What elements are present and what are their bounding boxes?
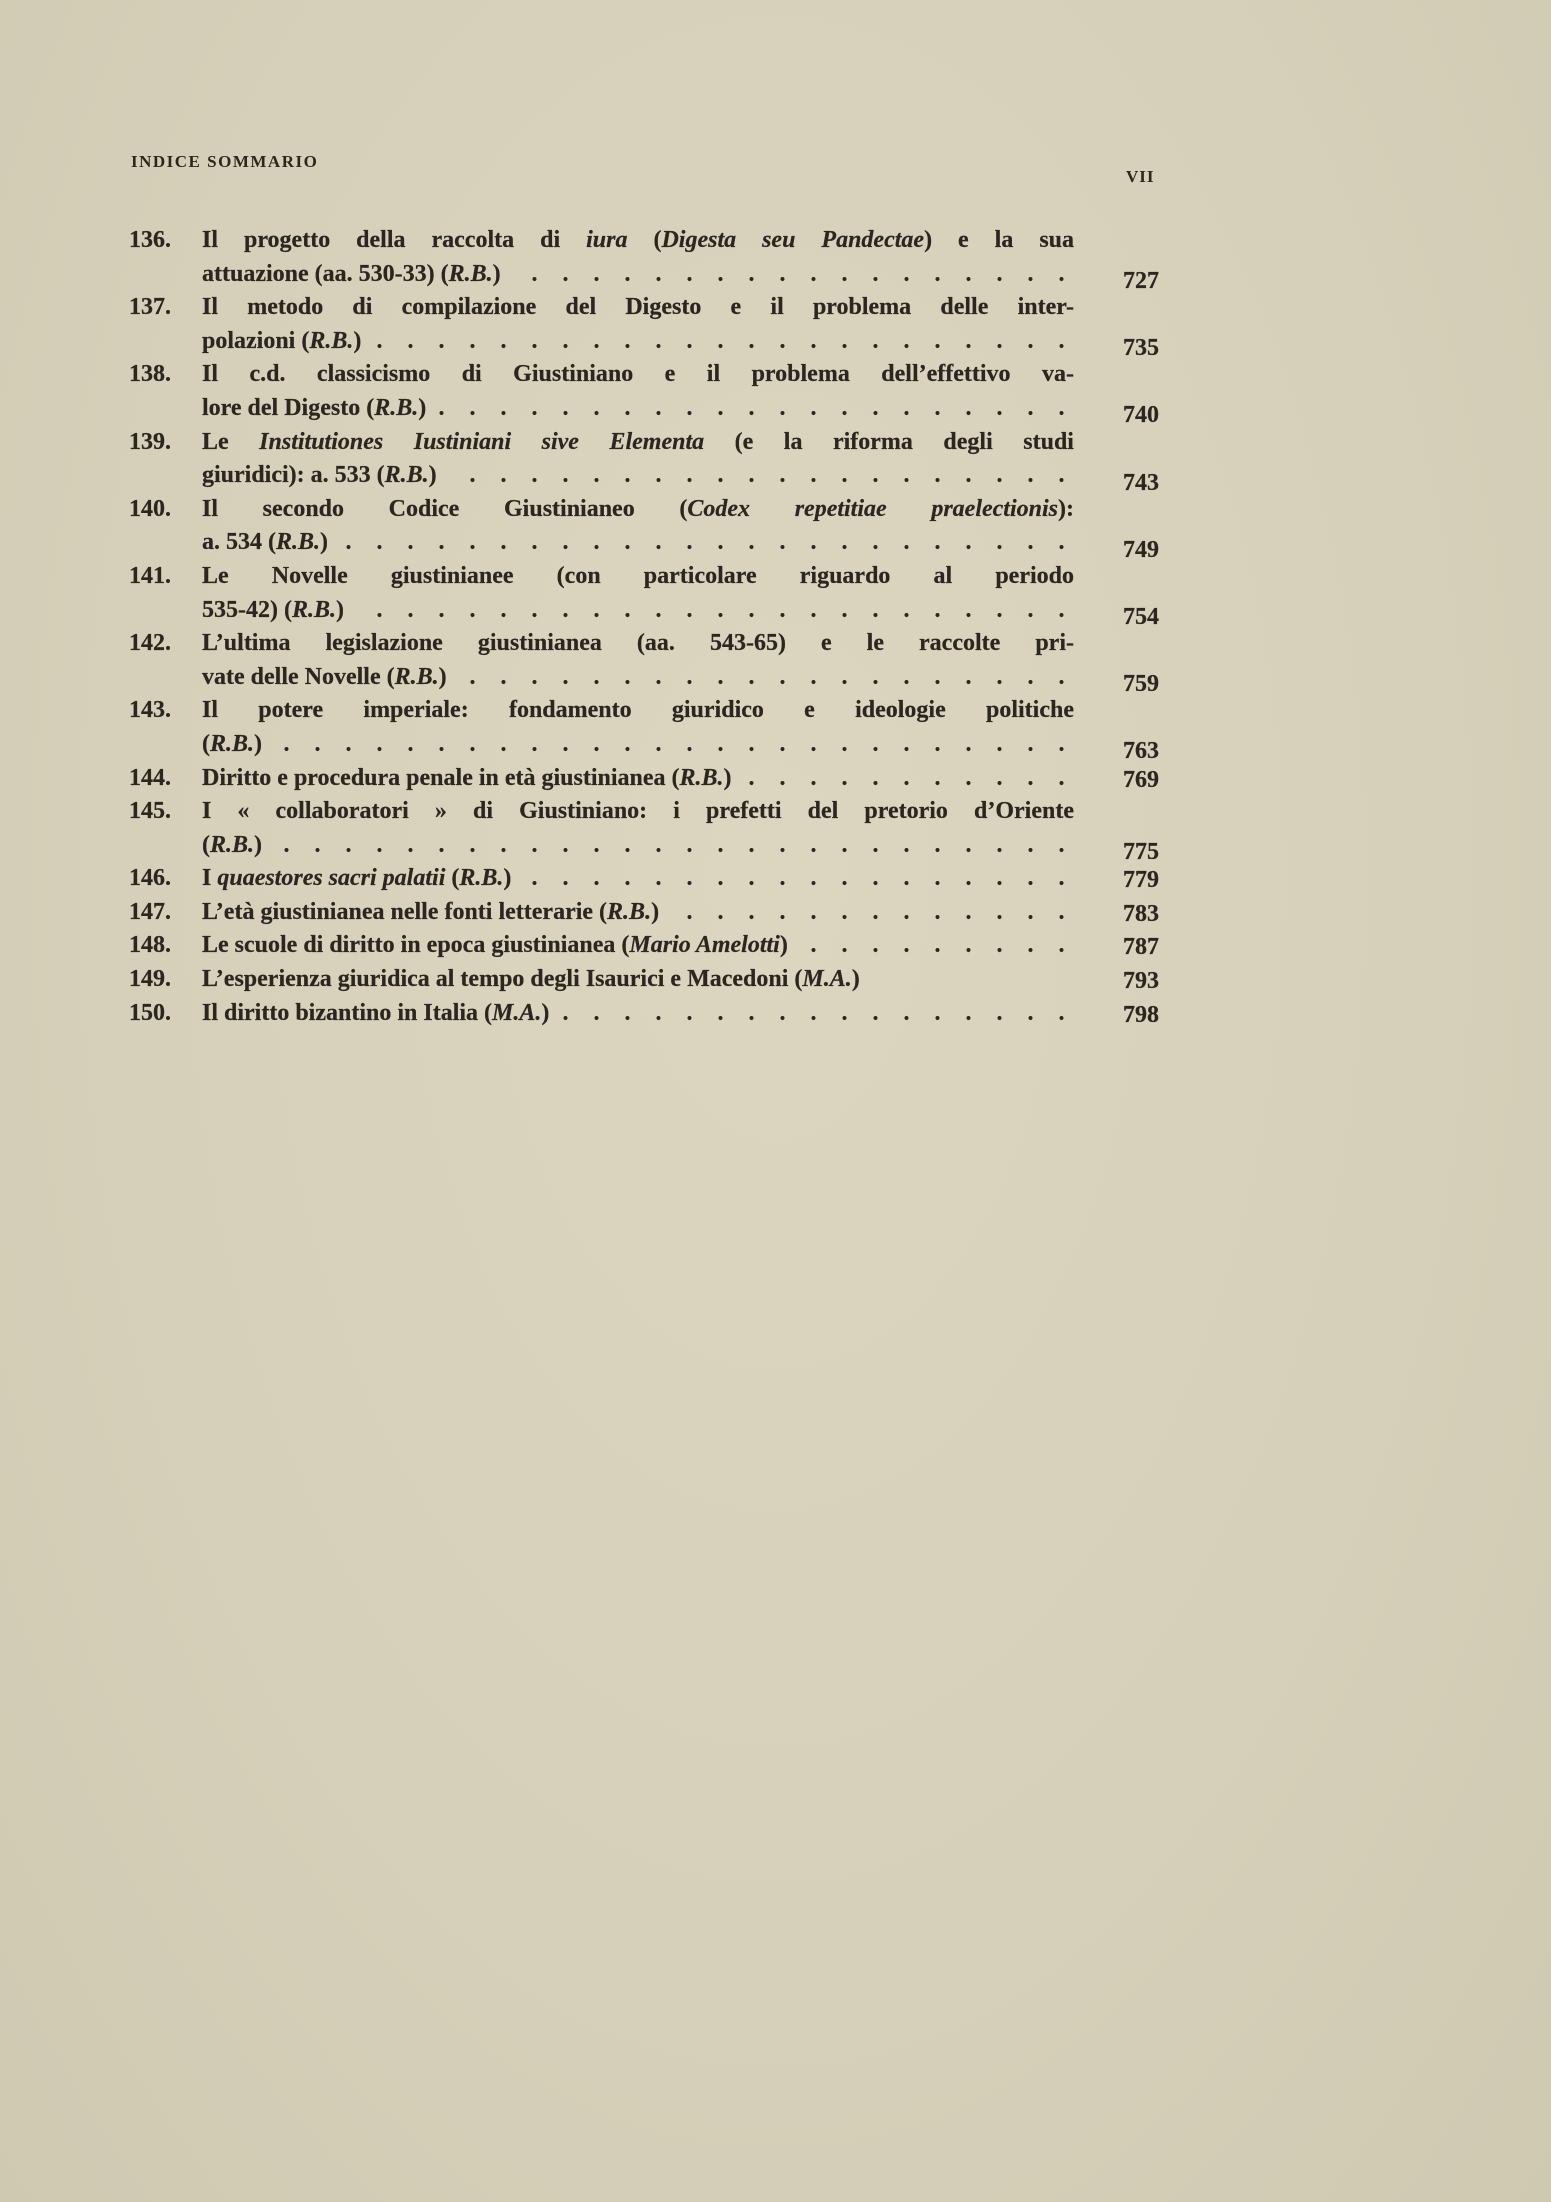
entry-page-number: 793 bbox=[1123, 968, 1159, 995]
italic-text: R.B. bbox=[448, 260, 493, 287]
dot-leader bbox=[509, 258, 1074, 292]
entry-title-last-line bbox=[202, 963, 1074, 997]
entry-title-last-line bbox=[202, 896, 1074, 930]
italic-text: R.B. bbox=[210, 831, 255, 858]
entry-title-text bbox=[202, 459, 437, 493]
dot-leader bbox=[455, 661, 1074, 695]
italic-text: iura bbox=[586, 227, 628, 253]
text-segment: ( bbox=[202, 730, 210, 757]
entry-title-text bbox=[202, 829, 262, 863]
text-segment: ) e la sua bbox=[924, 227, 1075, 253]
text-segment: vate delle Novelle ( bbox=[202, 663, 395, 690]
italic-text: R.B. bbox=[394, 663, 439, 690]
entry-page-number: 735 bbox=[1123, 335, 1159, 362]
entry-page-number: 749 bbox=[1123, 536, 1159, 563]
entry-title-last-line bbox=[202, 325, 1074, 359]
entry-title-line bbox=[202, 627, 1074, 661]
entry-number: 149. bbox=[129, 966, 171, 993]
entry-page-number: 740 bbox=[1123, 402, 1159, 429]
text-segment: Il potere imperiale: fondamento giuridico e ideologie politiche bbox=[202, 697, 1074, 724]
toc-entry[interactable] bbox=[129, 929, 1169, 963]
entry-page-number: 763 bbox=[1123, 738, 1159, 765]
text-segment: ( bbox=[627, 227, 662, 253]
entry-title-last-line bbox=[202, 258, 1074, 292]
entry-number: 140. bbox=[129, 495, 171, 522]
entry-number: 136. bbox=[129, 227, 171, 253]
entry-number: 137. bbox=[129, 294, 171, 321]
italic-text: M.A. bbox=[802, 966, 852, 993]
entry-title-last-line bbox=[202, 862, 1074, 896]
text-segment: ) bbox=[353, 327, 362, 354]
entry-title-text bbox=[202, 661, 447, 695]
text-segment: Il progetto della raccolta di bbox=[202, 227, 587, 253]
text-segment: ) bbox=[541, 999, 550, 1026]
entry-page-number: 754 bbox=[1123, 603, 1159, 630]
entry-title-line bbox=[202, 224, 1074, 258]
italic-text: M.A. bbox=[492, 999, 542, 1026]
italic-text: R.B. bbox=[374, 394, 419, 421]
toc-entry[interactable] bbox=[129, 358, 1169, 429]
entry-title-text bbox=[202, 325, 361, 359]
text-segment: ) bbox=[320, 529, 329, 556]
entry-title-line bbox=[202, 560, 1074, 594]
entry-page-number: 775 bbox=[1123, 839, 1159, 866]
text-segment: I « collaboratori » di Giustiniano: i prefetti del pretorio d’Oriente bbox=[202, 798, 1074, 825]
text-segment: ( bbox=[202, 831, 210, 858]
entry-number: 145. bbox=[129, 798, 171, 825]
dot-leader bbox=[369, 325, 1074, 359]
text-segment: (e la riforma degli studi bbox=[704, 428, 1074, 455]
entry-title-last-line bbox=[202, 728, 1074, 762]
entry-page-number: 727 bbox=[1123, 268, 1159, 294]
italic-text: R.B. bbox=[679, 764, 724, 791]
toc-entry[interactable] bbox=[129, 997, 1169, 1031]
entry-title-text bbox=[202, 594, 344, 628]
entry-title-last-line bbox=[202, 392, 1074, 426]
text-segment: ( bbox=[445, 865, 460, 892]
toc-entry[interactable] bbox=[129, 426, 1169, 496]
toc-entry[interactable] bbox=[129, 493, 1169, 563]
dot-leader bbox=[336, 526, 1074, 560]
text-segment: polazioni ( bbox=[202, 327, 310, 354]
entry-page-number: 769 bbox=[1123, 766, 1159, 793]
entry-number: 141. bbox=[129, 562, 171, 589]
dot-leader bbox=[796, 929, 1074, 963]
entry-title-text bbox=[202, 896, 659, 930]
dot-leader bbox=[519, 862, 1074, 896]
toc-entry[interactable] bbox=[129, 896, 1169, 930]
text-segment: ) bbox=[651, 898, 660, 925]
text-segment: L’età giustinianea nelle fonti letterarie ( bbox=[202, 898, 608, 925]
entry-title-text bbox=[202, 963, 860, 997]
text-segment: 535-42) ( bbox=[202, 596, 292, 623]
italic-text: R.B. bbox=[276, 529, 321, 556]
italic-text: R.B. bbox=[384, 462, 429, 489]
italic-text: Institutiones Iustiniani sive Elementa bbox=[259, 428, 705, 455]
entry-title-line bbox=[202, 358, 1074, 392]
entry-title-line bbox=[202, 291, 1074, 325]
entry-title-line bbox=[202, 426, 1074, 460]
dot-leader bbox=[557, 997, 1074, 1031]
text-segment: ) bbox=[336, 596, 344, 623]
text-segment: L’esperienza giuridica al tempo degli Isaurici e Macedoni ( bbox=[202, 966, 803, 993]
toc-entry[interactable] bbox=[129, 795, 1169, 866]
italic-text: Digesta seu Pandectae bbox=[661, 227, 925, 253]
entry-title-line bbox=[202, 795, 1074, 829]
toc-entry[interactable] bbox=[129, 694, 1169, 765]
entry-page-number: 783 bbox=[1123, 900, 1159, 927]
entry-number: 142. bbox=[129, 630, 171, 657]
entry-number: 147. bbox=[129, 898, 171, 925]
italic-text: Mario Amelotti bbox=[629, 932, 780, 959]
italic-text: quaestores sacri palatii bbox=[217, 865, 446, 892]
toc-entry[interactable] bbox=[129, 762, 1169, 796]
text-segment: ) bbox=[851, 966, 860, 993]
toc-entry[interactable] bbox=[129, 224, 1169, 294]
entry-title-text bbox=[202, 392, 426, 426]
entry-number: 150. bbox=[129, 999, 171, 1026]
italic-text: R.B. bbox=[607, 898, 652, 925]
entry-title-text bbox=[202, 258, 501, 292]
text-segment: ) bbox=[779, 932, 788, 959]
text-segment: Il diritto bizantino in Italia ( bbox=[202, 999, 493, 1026]
text-segment: Le Novelle giustinianee (con particolare riguardo al periodo bbox=[202, 562, 1074, 589]
text-segment: a. 534 ( bbox=[202, 529, 276, 556]
text-segment: ) bbox=[438, 663, 447, 690]
text-segment: L’ultima legislazione giustinianea (aa. 543-65) e le raccolte pri- bbox=[202, 630, 1074, 657]
text-segment: ) bbox=[503, 865, 512, 892]
italic-text: Codex repetitiae praelectionis bbox=[687, 495, 1058, 522]
entry-page-number: 759 bbox=[1123, 671, 1159, 698]
text-segment: ) bbox=[492, 260, 501, 287]
entry-page-number: 798 bbox=[1123, 1001, 1159, 1028]
entry-number: 139. bbox=[129, 428, 171, 455]
entry-title-last-line bbox=[202, 459, 1074, 493]
entry-page-number: 743 bbox=[1123, 469, 1159, 496]
text-segment: Il c.d. classicismo di Giustiniano e il problema dell’effettivo va- bbox=[202, 361, 1074, 388]
entry-title-text bbox=[202, 762, 732, 796]
entry-title-text bbox=[202, 862, 511, 896]
table-of-contents bbox=[129, 224, 1169, 1030]
dot-leader bbox=[740, 762, 1074, 796]
entry-title-text bbox=[202, 526, 328, 560]
text-segment: Il metodo di compilazione del Digesto e il problema delle inter- bbox=[202, 294, 1074, 321]
dot-leader bbox=[352, 594, 1074, 628]
toc-entry[interactable] bbox=[129, 627, 1169, 698]
italic-text: R.B. bbox=[210, 730, 255, 757]
entry-title-last-line bbox=[202, 594, 1074, 628]
text-segment: ) bbox=[723, 764, 732, 791]
dot-leader bbox=[667, 896, 1074, 930]
entry-title-last-line bbox=[202, 997, 1074, 1031]
text-segment: Il secondo Codice Giustinianeo ( bbox=[202, 495, 688, 522]
entry-title-last-line bbox=[202, 762, 1074, 796]
entry-title-line bbox=[202, 493, 1074, 527]
entry-title-last-line bbox=[202, 929, 1074, 963]
dot-leader bbox=[270, 728, 1074, 762]
entry-number: 144. bbox=[129, 764, 171, 791]
entry-number: 148. bbox=[129, 932, 171, 959]
text-segment: ) bbox=[254, 730, 263, 757]
text-segment: giuridici): a. 533 ( bbox=[202, 462, 385, 489]
page-number-roman: VII bbox=[1126, 167, 1155, 186]
entry-number: 146. bbox=[129, 865, 171, 892]
entry-title-text bbox=[202, 929, 788, 963]
text-segment: Le bbox=[202, 428, 260, 455]
italic-text: R.B. bbox=[291, 596, 336, 623]
text-segment: ) bbox=[428, 462, 437, 489]
entry-number: 138. bbox=[129, 361, 171, 388]
dot-leader bbox=[270, 829, 1074, 863]
toc-entry[interactable] bbox=[129, 291, 1169, 362]
italic-text: R.B. bbox=[459, 865, 504, 892]
entry-page-number: 779 bbox=[1123, 867, 1159, 894]
entry-title-line bbox=[202, 694, 1074, 728]
entry-title-last-line bbox=[202, 526, 1074, 560]
running-head: INDICE SOMMARIO bbox=[131, 152, 319, 171]
entry-number: 143. bbox=[129, 697, 171, 724]
text-segment: ) bbox=[254, 831, 263, 858]
text-segment: Diritto e procedura penale in età giustinianea ( bbox=[202, 764, 680, 791]
toc-entry[interactable] bbox=[129, 862, 1169, 896]
entry-title-last-line bbox=[202, 829, 1074, 863]
toc-entry[interactable] bbox=[129, 560, 1169, 630]
text-segment: lore del Digesto ( bbox=[202, 394, 375, 421]
entry-title-text bbox=[202, 997, 549, 1031]
text-segment: attuazione (aa. 530-33) ( bbox=[202, 260, 449, 287]
text-segment: ): bbox=[1058, 495, 1074, 522]
text-segment: I bbox=[202, 865, 218, 892]
italic-text: R.B. bbox=[309, 327, 354, 354]
dot-leader bbox=[434, 392, 1074, 426]
text-segment: Le scuole di diritto in epoca giustinianea ( bbox=[202, 932, 630, 959]
entry-title-text bbox=[202, 728, 262, 762]
dot-leader bbox=[445, 459, 1074, 493]
toc-entry[interactable] bbox=[129, 963, 1169, 997]
entry-title-last-line bbox=[202, 661, 1074, 695]
entry-page-number: 787 bbox=[1123, 934, 1159, 961]
text-segment: ) bbox=[418, 394, 427, 421]
